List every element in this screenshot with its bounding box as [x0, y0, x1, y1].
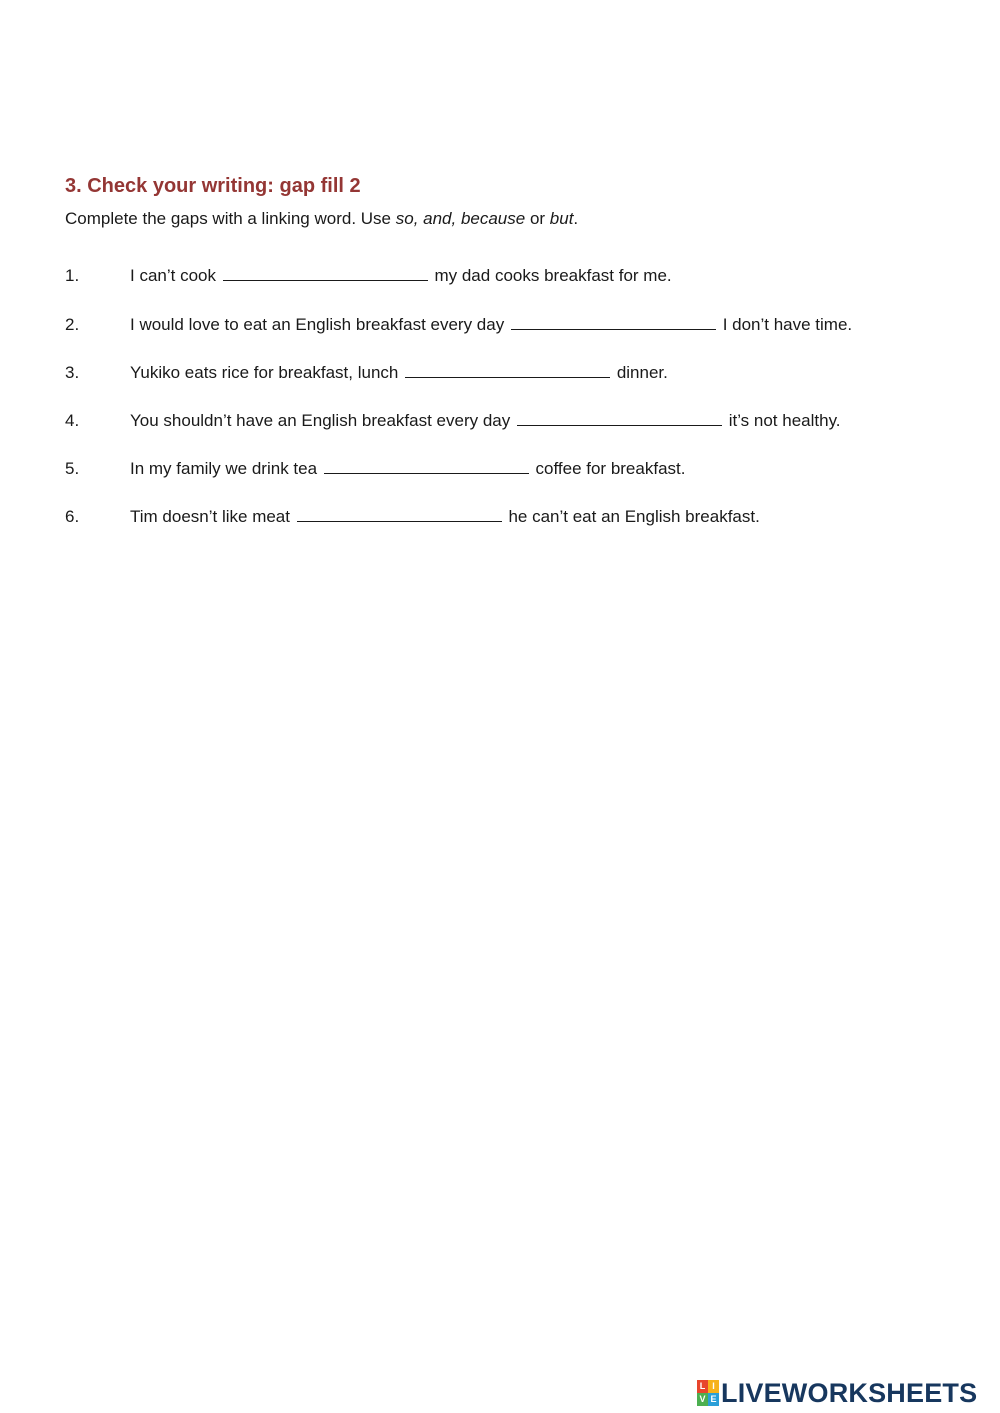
instructions-options: so, and, because	[395, 209, 526, 228]
item-text	[130, 411, 841, 431]
instructions-last-option: but	[549, 209, 574, 228]
logo-icon-letter-e: E	[708, 1393, 719, 1406]
item-after: coffee for breakfast.	[535, 459, 686, 478]
logo-icon-letter-l: L	[697, 1380, 708, 1393]
item-number: 4.	[65, 411, 80, 430]
liveworksheets-logo	[697, 1378, 977, 1408]
item-text	[130, 459, 685, 479]
answer-gap[interactable]	[517, 411, 722, 426]
answer-gap[interactable]	[511, 315, 716, 330]
answer-gap[interactable]	[297, 507, 502, 522]
logo-icon-letter-v: V	[697, 1393, 708, 1406]
item-after: he can’t eat an English breakfast.	[508, 507, 760, 526]
item-number: 3.	[65, 363, 80, 382]
instructions-connector: or	[525, 209, 550, 228]
item-before: Tim doesn’t like meat	[130, 507, 290, 526]
item-text	[130, 315, 852, 335]
item-text	[130, 507, 760, 527]
liveworksheets-icon	[697, 1380, 719, 1406]
item-number: 6.	[65, 507, 80, 526]
item-after: it’s not healthy.	[728, 411, 841, 430]
instructions-suffix: .	[573, 209, 579, 228]
instructions-prefix: Complete the gaps with a linking word. Use	[65, 209, 396, 228]
answer-gap[interactable]	[324, 459, 529, 474]
answer-gap[interactable]	[223, 266, 428, 281]
item-after: my dad cooks breakfast for me.	[434, 266, 672, 285]
item-before: Yukiko eats rice for breakfast, lunch	[130, 363, 399, 382]
answer-gap[interactable]	[405, 363, 610, 378]
item-number: 5.	[65, 459, 80, 478]
item-after: I don’t have time.	[722, 315, 853, 334]
section-title: 3. Check your writing: gap fill 2	[65, 175, 361, 197]
item-text	[130, 363, 668, 383]
instructions	[65, 209, 578, 229]
item-after: dinner.	[616, 363, 668, 382]
item-before: I would love to eat an English breakfast every day	[130, 315, 505, 334]
logo-text: LIVEWORKSHEETS	[721, 1378, 978, 1408]
item-before: In my family we drink tea	[130, 459, 318, 478]
logo-icon-letter-i: I	[708, 1380, 719, 1393]
item-number: 1.	[65, 266, 80, 285]
item-before: I can’t cook	[130, 266, 216, 285]
item-text	[130, 266, 672, 286]
item-number: 2.	[65, 315, 80, 334]
item-before: You shouldn’t have an English breakfast every day	[130, 411, 511, 430]
